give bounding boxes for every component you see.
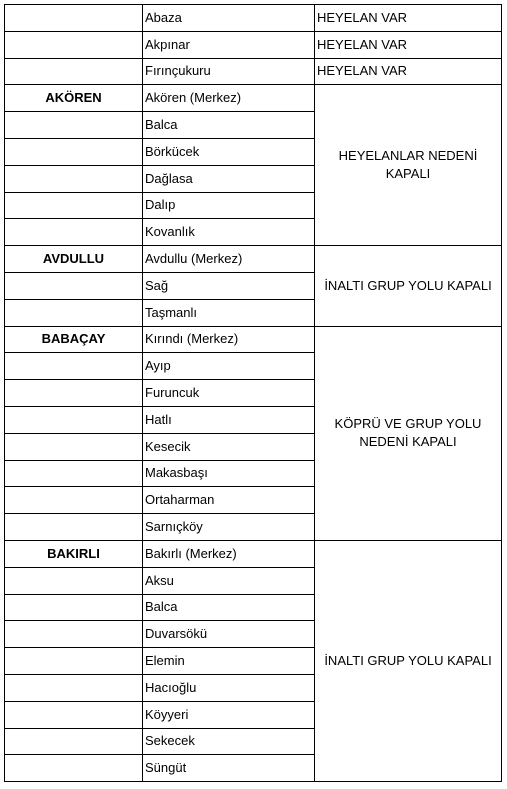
table-body: [5, 5, 502, 782]
village-cell: Furuncuk: [143, 380, 315, 407]
district-cell-empty: [5, 701, 143, 728]
table-row: [5, 58, 502, 85]
village-cell: Taşmanlı: [143, 299, 315, 326]
village-cell: Süngüt: [143, 755, 315, 782]
district-cell-empty: [5, 755, 143, 782]
village-cell: Balca: [143, 594, 315, 621]
district-cell: [5, 58, 143, 85]
district-cell: [5, 31, 143, 58]
village-cell: Dalıp: [143, 192, 315, 219]
village-cell: Elemin: [143, 648, 315, 675]
district-cell-empty: [5, 567, 143, 594]
village-cell: Sağ: [143, 272, 315, 299]
district-cell-empty: [5, 112, 143, 139]
village-cell: Hatlı: [143, 406, 315, 433]
table-row: [5, 5, 502, 32]
table-row: [5, 31, 502, 58]
village-cell: Akpınar: [143, 31, 315, 58]
village-cell: Aksu: [143, 567, 315, 594]
district-cell-empty: [5, 192, 143, 219]
status-cell: HEYELAN VAR: [315, 58, 502, 85]
village-cell: Fırınçukuru: [143, 58, 315, 85]
village-cell: Balca: [143, 112, 315, 139]
district-name: AKÖREN: [5, 85, 143, 112]
village-cell: Kovanlık: [143, 219, 315, 246]
table-row: [5, 540, 502, 567]
district-cell-empty: [5, 728, 143, 755]
road-status-table: [4, 4, 502, 782]
district-cell-empty: [5, 165, 143, 192]
village-cell: Akören (Merkez): [143, 85, 315, 112]
village-cell: Ortaharman: [143, 487, 315, 514]
village-cell: Kırındı (Merkez): [143, 326, 315, 353]
district-cell-empty: [5, 487, 143, 514]
table-row: [5, 326, 502, 353]
district-name: AVDULLU: [5, 246, 143, 273]
district-cell-empty: [5, 594, 143, 621]
group-status-cell: İNALTI GRUP YOLU KAPALI: [315, 246, 502, 326]
district-cell-empty: [5, 299, 143, 326]
village-cell: Avdullu (Merkez): [143, 246, 315, 273]
district-cell-empty: [5, 514, 143, 541]
district-cell-empty: [5, 272, 143, 299]
table-row: [5, 85, 502, 112]
village-cell: Hacıoğlu: [143, 674, 315, 701]
village-cell: Sarnıçköy: [143, 514, 315, 541]
district-cell-empty: [5, 648, 143, 675]
village-cell: Dağlasa: [143, 165, 315, 192]
district-cell-empty: [5, 380, 143, 407]
village-cell: Köyyeri: [143, 701, 315, 728]
status-cell: HEYELAN VAR: [315, 5, 502, 32]
district-cell: [5, 5, 143, 32]
district-name: BAKIRLI: [5, 540, 143, 567]
district-cell-empty: [5, 219, 143, 246]
status-cell: HEYELAN VAR: [315, 31, 502, 58]
village-cell: Sekecek: [143, 728, 315, 755]
village-cell: Abaza: [143, 5, 315, 32]
village-cell: Kesecik: [143, 433, 315, 460]
district-cell-empty: [5, 674, 143, 701]
district-cell-empty: [5, 406, 143, 433]
group-status-cell: İNALTI GRUP YOLU KAPALI: [315, 540, 502, 781]
village-cell: Duvarsökü: [143, 621, 315, 648]
village-cell: Ayıp: [143, 353, 315, 380]
road-status-table-page: [4, 4, 502, 782]
group-status-cell: HEYELANLAR NEDENİ KAPALI: [315, 85, 502, 246]
district-cell-empty: [5, 621, 143, 648]
district-cell-empty: [5, 353, 143, 380]
district-cell-empty: [5, 433, 143, 460]
district-cell-empty: [5, 138, 143, 165]
village-cell: Bakırlı (Merkez): [143, 540, 315, 567]
village-cell: Börkücek: [143, 138, 315, 165]
village-cell: Makasbaşı: [143, 460, 315, 487]
district-cell-empty: [5, 460, 143, 487]
group-status-cell: KÖPRÜ VE GRUP YOLU NEDENİ KAPALI: [315, 326, 502, 540]
district-name: BABAÇAY: [5, 326, 143, 353]
table-row: [5, 246, 502, 273]
